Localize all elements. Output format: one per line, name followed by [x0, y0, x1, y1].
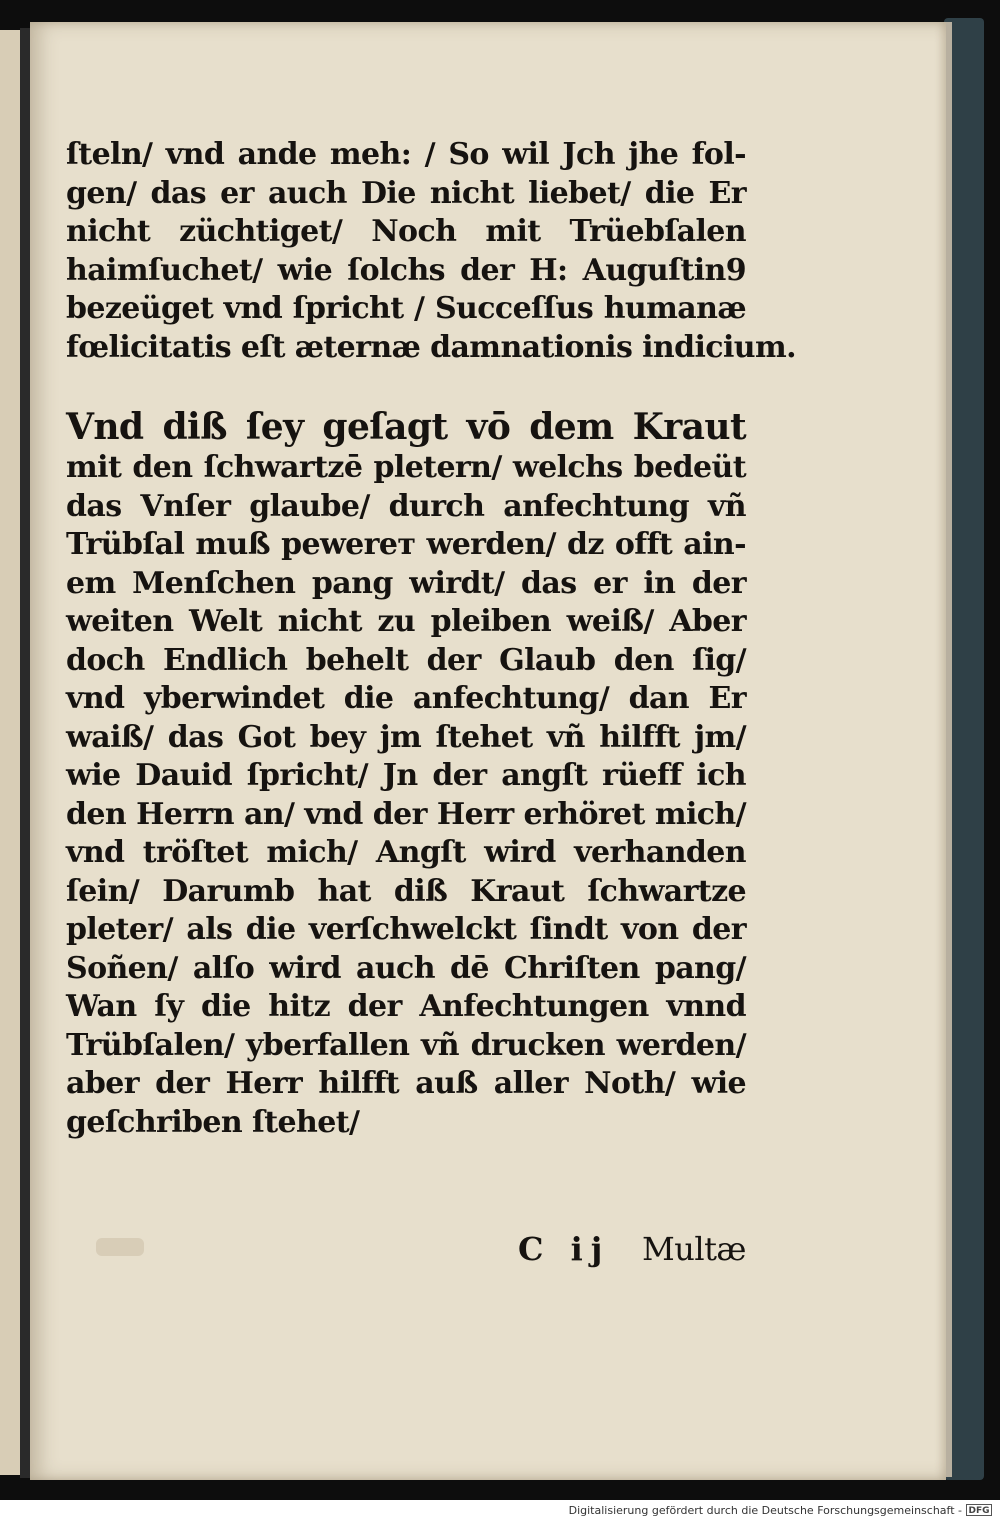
text-line: ſteln/ vnd ande meh: / So wil Jch jhe fol- [66, 137, 746, 172]
text-line: weiten Welt nicht zu pleiben weiß/ Aber [66, 604, 746, 639]
text-line: Wan ſy die hitz der Anfechtungen vnnd [66, 989, 746, 1024]
text-line: den Herrn an/ vnd der Herr erhöret mich/ [66, 796, 746, 832]
digitization-footer [0, 1500, 1000, 1521]
text-line: waiß/ das Got bey jm ſtehet vñ hilfft jm/ [66, 719, 746, 755]
text-line: nicht züchtiget/ Noch mit Trüebſalen [66, 214, 746, 249]
text-line: Soñen/ alſo wird auch dē Chriſten pang/ [66, 950, 746, 986]
dfg-logo: DFG [966, 1504, 992, 1516]
text-line: aber der Herr hilfft auß aller Noth/ wie [66, 1066, 746, 1101]
text-line: fœlicitatis eſt æternæ damnationis indicium. [66, 329, 796, 365]
text-line: Trübſalen/ yberfallen vñ drucken werden/ [66, 1027, 746, 1063]
text-line: em Menſchen pang wirdt/ das er in der [66, 565, 746, 601]
paragraph-opening-line: Vnd diß ſey geſagt vō dem Kraut [66, 406, 746, 448]
text-line: bezeüget vnd ſpricht / Succeſſus humanæ [66, 291, 746, 326]
paragraph-1 [66, 136, 796, 367]
paragraph-2 [66, 405, 746, 1142]
text-line: ſein/ Darumb hat diß Kraut ſchwartze [66, 873, 746, 909]
text-line: gen/ das er auch Die nicht liebet/ die Er [66, 175, 746, 211]
page-text [66, 136, 796, 1142]
page-foot [66, 1224, 746, 1274]
text-line: doch Endlich behelt der Glaub den ſig/ [66, 642, 746, 678]
text-line: Trübſal muß pewerет werden/ dz offt ain- [66, 527, 746, 562]
funding-credit: Digitalisierung gefördert durch die Deutsche Forschungsgemeinschaft - [568, 1504, 962, 1517]
text-line: pleter/ als die verſchwelckt ſindt von der [66, 912, 746, 947]
catchword: Multæ [641, 1230, 746, 1268]
text-line: vnd yberwindet die anfechtung/ dan Er [66, 681, 746, 716]
text-line: das Vnſer glaube/ durch anfechtung vñ [66, 488, 746, 524]
text-line: haimſuchet/ wie ſolchs der H: Auguſtin9 [66, 252, 746, 288]
text-line: geſchriben ſtehet/ [66, 1104, 360, 1140]
text-line: wie Dauid ſpricht/ Jn der angſt rüeff ich [66, 758, 746, 793]
text-line: vnd tröſtet mich/ Angſt wird verhanden [66, 835, 746, 870]
facing-page-edge [0, 30, 22, 1475]
text-line: mit den ſchwartzē pletern/ welchs bedeüt [66, 450, 746, 485]
signature-mark: C ij [518, 1230, 611, 1268]
